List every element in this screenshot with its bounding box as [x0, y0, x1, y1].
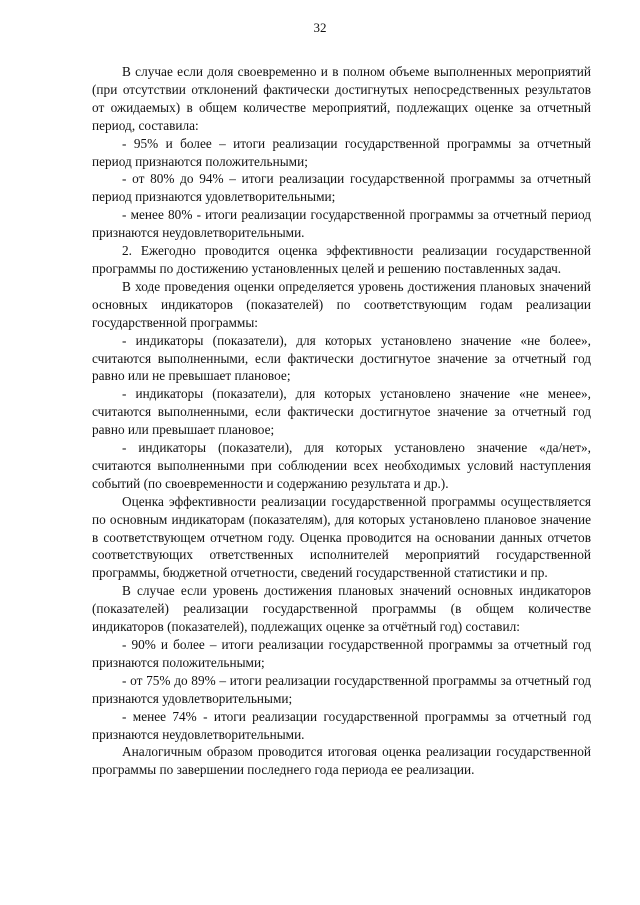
list-item-80-94-percent: - от 80% до 94% – итоги реализации государственной программы за отчетный период признаются удовлетворительными; [92, 171, 591, 205]
list-item-95-percent: - 95% и более – итоги реализации государственной программы за отчетный период признаются положительными; [92, 135, 591, 169]
list-item-75-89-percent: - от 75% до 89% – итоги реализации государственной программы за отчетный год признаются удовлетворительными; [92, 672, 591, 706]
list-item-less-80-percent: - менее 80% - итоги реализации государственной программы за отчетный период признаются неудовлетворительными. [92, 207, 591, 241]
paragraph-evaluation-process: В ходе проведения оценки определяется уровень достижения плановых значений основных индикаторов (показателей) по соответствующим годам реализации государственной программы: [92, 278, 591, 330]
paragraph-indicator-level: В случае если уровень достижения плановых значений основных индикаторов (показателей) реализации государственной программы (в общем количестве индикаторов (показателей), подлежащих оценке за отчётный год) составил: [92, 583, 591, 635]
paragraph-intro-share-of-measures: В случае если доля своевременно и в полном объеме выполненных мероприятий (при отсутствии отклонений фактически достигнутых непосредственных результатов от ожидаемых) в общем количестве мероприятий, подлежащих оценке за отчетный период, составила: [92, 64, 591, 133]
list-item-not-more: - индикаторы (показатели), для которых установлено значение «не более», считаются выполненными, если фактически достигнутое значение за отчетный год равно или не превышает плановое; [92, 332, 591, 384]
paragraph-efficiency-evaluation: Оценка эффективности реализации государственной программы осуществляется по основным индикаторам (показателям), для которых установлено плановое значение в соответствующем отчетном году. Оценка проводится на основании данных отчетов соответствующих ответственных исполнителей мероприятий государственной программы, бюджетной отчетности, сведений государственной статистики и пр. [92, 493, 591, 581]
list-item-less-74-percent: - менее 74% - итоги реализации государственной программы за отчетный год признаются неудовлетворительными. [92, 708, 591, 742]
paragraph-annual-evaluation: 2. Ежегодно проводится оценка эффективности реализации государственной программы по достижению установленных целей и решению поставленных задач. [92, 243, 591, 276]
document-body [92, 63, 591, 779]
page-number: 32 [313, 20, 327, 35]
list-item-not-less: - индикаторы (показатели), для которых установлено значение «не менее», считаются выполненными, если фактически достигнутое значение за отчетный год равно или превышает плановое; [92, 386, 591, 438]
paragraph-final-evaluation: Аналогичным образом проводится итоговая оценка реализации государственной программы по завершении последнего года периода ее реализации. [92, 744, 591, 778]
list-item-yes-no: - индикаторы (показатели), для которых установлено значение «да/нет», считаются выполненными при соблюдении всех необходимых условий наступления событий (по своевременности и содержанию результата и др.). [92, 440, 591, 491]
list-item-90-percent: - 90% и более – итоги реализации государственной программы за отчетный год признаются положительными; [92, 637, 591, 670]
